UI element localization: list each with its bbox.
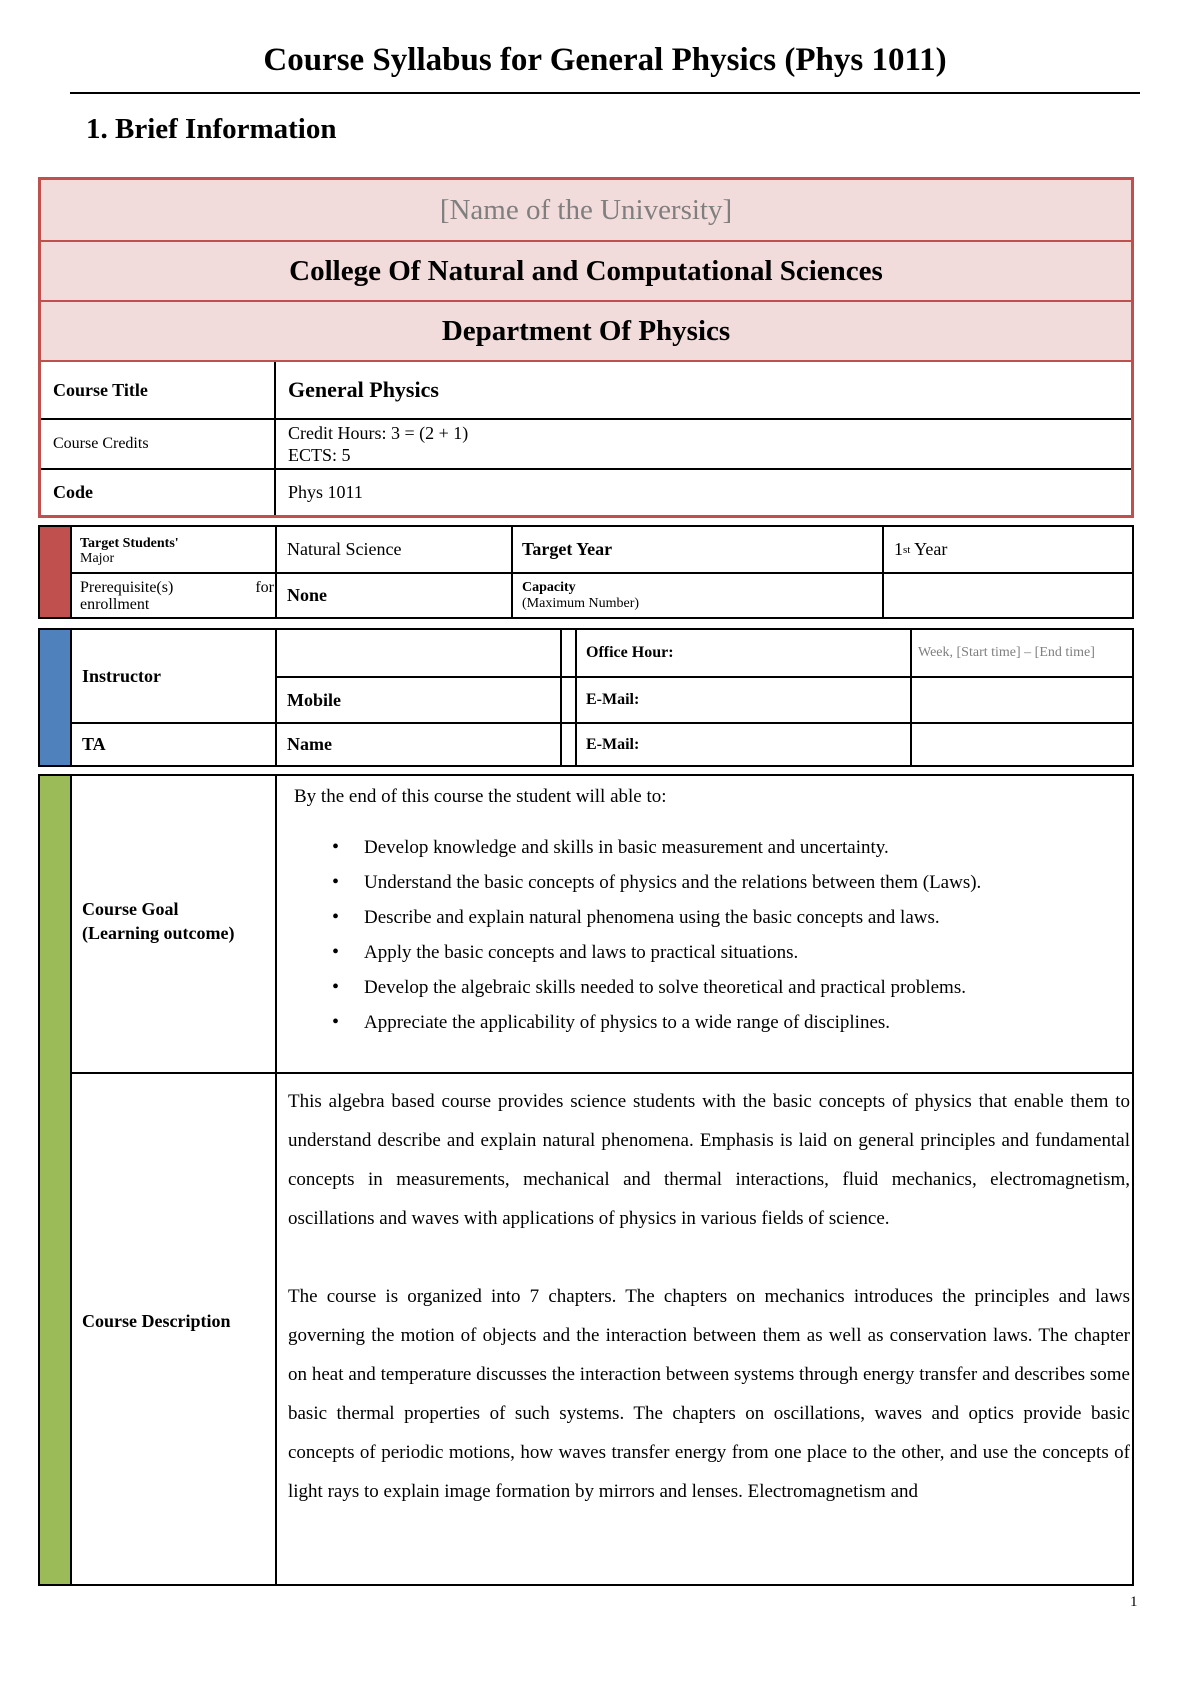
list-item: • Describe and explain natural phenomena using the basic concepts and laws. (294, 900, 1134, 935)
description-paragraph: This algebra based course provides science students with the basic concepts of physics that enable them to understand describe and explain natural phenomena. Emphasis is laid on general principles and fundamental concepts in measurements, mechanical and thermal interactions, fluid mechanics, electromagnetism, oscillations and waves with applications of physics in various fields of science. (288, 1091, 1130, 1229)
divider (275, 630, 277, 765)
list-item: • Appreciate the applicability of physics to a wide range of disciplines. (294, 1005, 1134, 1040)
code-row (41, 470, 1131, 515)
instructor-table (38, 628, 1134, 767)
title-underline (70, 92, 1140, 94)
credit-hours: Credit Hours: 3 = (2 + 1) (288, 423, 469, 443)
target-year-label: Target Year (522, 539, 613, 559)
ta-label: TA (82, 734, 106, 754)
green-stripe (40, 776, 70, 1584)
prerequisite-value: None (287, 585, 327, 605)
prereq-for-text: for (255, 578, 274, 596)
instructor-label: Instructor (82, 665, 161, 686)
blue-stripe (40, 630, 70, 765)
prereq-text: Prerequisite(s) (80, 578, 174, 596)
course-title-row (41, 362, 1131, 420)
college-name: College Of Natural and Computational Sciences (41, 242, 1131, 302)
target-students-label (80, 529, 270, 572)
row-divider (70, 1072, 1132, 1074)
year-suffix: st (903, 543, 911, 556)
course-credits-label: Course Credits (41, 420, 276, 468)
target-year-value (894, 527, 947, 572)
year-word: Year (910, 539, 948, 559)
divider (70, 776, 72, 1584)
document-title: Course Syllabus for General Physics (Phys 1011) (263, 42, 947, 78)
mobile-label: Mobile (287, 689, 341, 710)
divider (560, 630, 562, 765)
major-value: Natural Science (287, 539, 402, 559)
target-students-text: Target Students' (80, 535, 179, 551)
row-divider (275, 676, 1132, 678)
list-item: • Develop knowledge and skills in basic measurement and uncertainty. (294, 830, 1134, 865)
course-title-value: General Physics (288, 377, 439, 402)
goal-label-text: Course Goal (82, 899, 179, 919)
goal-list (294, 830, 1134, 1040)
capacity-label (522, 574, 639, 617)
list-item: • Develop the algebraic skills needed to solve theoretical and practical problems. (294, 970, 1134, 1005)
year-number: 1 (894, 539, 903, 559)
divider (275, 776, 277, 1584)
course-credits-row (41, 420, 1131, 470)
list-item: • Understand the basic concepts of physics and the relations between them (Laws). (294, 865, 1134, 900)
page-number: 1 (1130, 1594, 1138, 1610)
list-item: • Apply the basic concepts and laws to practical situations. (294, 935, 1134, 970)
ta-name-label: Name (287, 734, 332, 754)
code-label: Code (41, 470, 276, 515)
goal-intro: By the end of this course the student will able to: (294, 786, 667, 807)
learning-outcome-text: (Learning outcome) (82, 923, 235, 943)
divider (575, 630, 577, 765)
code-value: Phys 1011 (288, 482, 363, 502)
target-students-table (38, 525, 1134, 619)
department-name: Department Of Physics (41, 302, 1131, 362)
office-hour-value: Week, [Start time] – [End time] (918, 645, 1095, 660)
course-header-table (38, 177, 1134, 518)
capacity-text: Capacity (522, 579, 576, 595)
course-goal-description-table (38, 774, 1134, 1586)
red-stripe (40, 527, 70, 617)
capacity-sub-text: (Maximum Number) (522, 595, 640, 611)
prereq-enrollment-text: enrollment (80, 595, 150, 613)
course-title-label: Course Title (41, 362, 276, 418)
university-name: [Name of the University] (41, 180, 1131, 242)
course-credits-value (276, 420, 1131, 468)
section-heading: 1. Brief Information (86, 113, 337, 145)
prerequisite-label (80, 574, 274, 617)
course-goal-label (82, 896, 234, 946)
email-label: E-Mail: (586, 691, 640, 708)
course-description-label: Course Description (82, 1310, 231, 1331)
office-hour-label: Office Hour: (586, 644, 674, 661)
divider (910, 630, 912, 765)
description-paragraph: The course is organized into 7 chapters. The chapters on mechanics introduces the principles and laws governing the motion of objects and the interaction between them as well as conservation laws. The chapter on heat and temperature discusses the interaction between systems through energy transfer and describes some basic thermal properties of such systems. The chapters on oscillations, waves and optics provide basic concepts of periodic motions, how waves transfer energy from one place to the other, and use the concepts of light rays to explain image formation by mirrors and lenses. Electromagnetism and (288, 1286, 1130, 1502)
course-description-content (288, 1082, 1130, 1511)
ta-email-label: E-Mail: (586, 735, 640, 753)
divider (70, 630, 72, 765)
major-text: Major (80, 550, 115, 566)
ects-credits: ECTS: 5 (288, 445, 351, 465)
course-goal-content (294, 782, 1134, 1040)
